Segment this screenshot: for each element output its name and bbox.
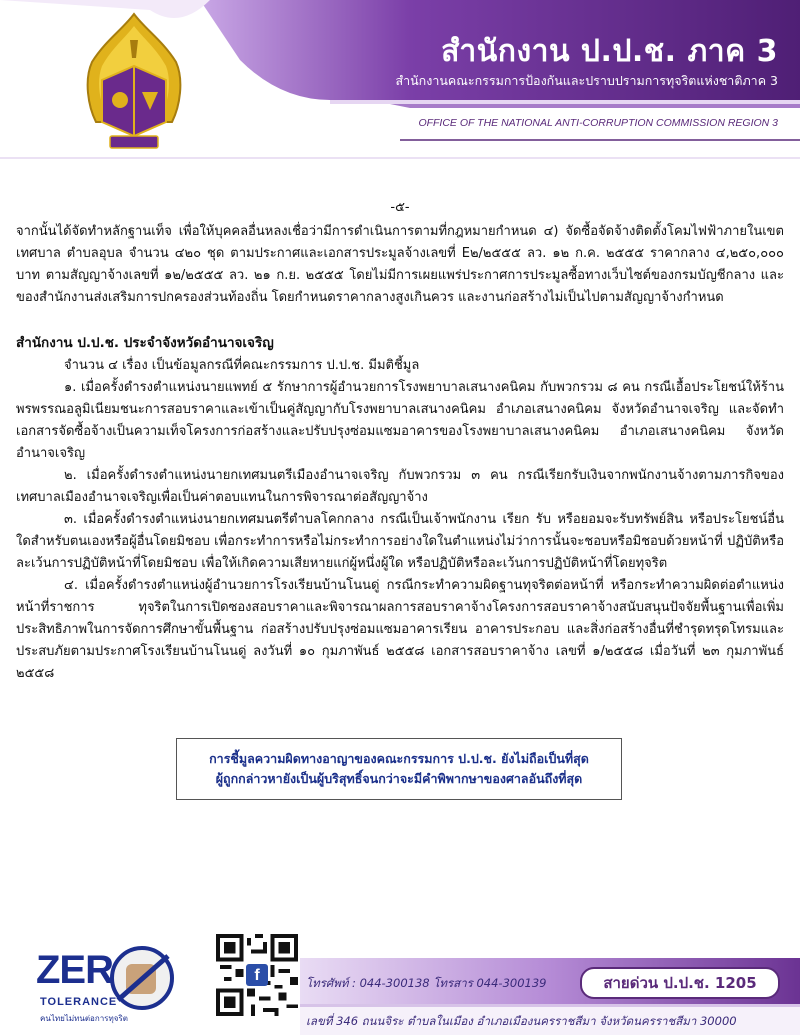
page-header xyxy=(0,0,800,160)
notice-line-2: ผู้ถูกกล่าวหายังเป็นผู้บริสุทธิ์จนกว่าจะมีคำพิพากษาของศาลอันถึงที่สุด xyxy=(215,771,583,786)
case-item-4: ๔. เมื่อครั้งดำรงตำแหน่งผู้อำนวยการโรงเรียนบ้านโนนดู่ กรณีกระทำความผิดฐานทุจริตต่อหน้าที่ หรือกระทำความผิดต่อตำแหน่งหน้าที่ราชการ ทุจริตในการเปิดซองสอบราคาและพิจารณาผลการสอบราคาจ้างโครงการสอบราคาจ้างสนับสนุนปัจจัยพื้นฐานเพื่อเพิ่มประสิทธิภาพในการจัดการศึกษาขั้นพื้นฐาน ก่อสร้างปรับปรุงซ่อมแซมอาคารเรียน อาคารประกอบ และสิ่งก่อสร้างอื่นที่ชำรุดทรุดโทรมและประสบภัยตามประกาศโรงเรียนบ้านโนนดู่ ลงวันที่ ๑๐ กุมภาพันธ์ ๒๕๕๘ เอกสารสอบราคาจ้าง เลขที่ ๑/๒๕๕๘ เมื่อวันที่ ๒๓ กุมภาพันธ์ ๒๕๕๘ xyxy=(16,578,784,681)
intro-paragraph: จากนั้นได้จัดทำหลักฐานเท็จ เพื่อให้บุคคลอื่นหลงเชื่อว่ามีการดำเนินการตามที่กฎหมายกำหนด ๔) จัดซื้อจัดจ้างติดตั้งโคมไฟฟ้าภายในเขตเทศบาล ตำบลอุบล จำนวน ๔๒๐ ชุด ตามประกาศและเอกสารประมูลจ้างเลขที่ E๒/๒๕๕๕ ลว. ๑๒ ก.ค. ๒๕๕๕ ราคากลาง ๔,๒๕๐,๐๐๐ บาท ตามสัญญาจ้างเลขที่ ๑๒/๒๕๕๕ ลว. ๒๑ ก.ย. ๒๕๕๕ โดยไม่มีการเผยแพร่ประกาศการประมูลซื้อทางเว็บไซต์ของกรมบัญชีกลาง และของสำนักงานส่งเสริมการปกครองส่วนท้องถิ่น โดยกำหนดราคากลางสูงเกินควร และงานก่อสร้างไม่เป็นไปตามสัญญาจ้างกำหนด xyxy=(16,224,784,305)
contact-address: เลขที่ 346 ถนนจิระ ตำบลในเมือง อำเภอเมืองนครราชสีมา จังหวัดนครราชสีมา 30000 xyxy=(306,1014,737,1028)
nacc-emblem-icon xyxy=(80,10,188,155)
presumption-notice-box xyxy=(176,738,622,800)
section-title: สำนักงาน ป.ป.ช. ประจำจังหวัดอำนาจเจริญ xyxy=(16,335,274,351)
page-number: -๕- xyxy=(390,200,410,215)
case-item-2: ๒. เมื่อครั้งดำรงตำแหน่งนายกเทศมนตรีเมืองอำนาจเจริญ กับพวกรวม ๓ คน กรณีเรียกรับเงินจากพนักงานจ้างตามภารกิจของเทศบาลเมืองอำนาจเจริญเพื่อเป็นค่าตอบแทนในการพิจารณาต่อสัญญาจ้าง xyxy=(16,468,784,505)
contact-phone: โทรศัพท์ : 044-300138 โทรสาร 044-300139 xyxy=(306,976,547,990)
section-summary: จำนวน ๔ เรื่อง เป็นข้อมูลกรณีที่คณะกรรมการ ป.ป.ช. มีมติชี้มูล xyxy=(64,358,420,373)
office-subtitle: สำนักงานคณะกรรมการป้องกันและปราบปรามการทุจริตแห่งชาติภาค 3 xyxy=(395,73,778,88)
zero-logo-tolerance: TOLERANCE xyxy=(40,996,118,1008)
case-item-1: ๑. เมื่อครั้งดำรงตำแหน่งนายแพทย์ ๕ รักษาการผู้อำนวยการโรงพยาบาลเสนางคนิคม กับพวกรวม ๘ คน กรณีเอื้อประโยชน์ให้ร้านพรพรรณอลูมิเนียมชนะการสอบราคาและเข้าเป็นคู่สัญญากับโรงพยาบาลเสนางคนิคม อำเภอเสนางคนิคม จังหวัดอำนาจเจริญ และจัดทำเอกสารจัดซื้อจ้างเป็นความเท็จโครงการก่อสร้างและปรับปรุงซ่อมแซมอาคารของโรงพยาบาลเสนางคนิคม อำเภอเสนางคนิคม จังหวัดอำนาจเจริญ xyxy=(16,380,784,461)
facebook-icon: f xyxy=(246,964,268,986)
office-title: สำนักงาน ป.ป.ช. ภาค 3 xyxy=(441,34,778,69)
page-footer xyxy=(0,928,800,1035)
zero-logo-tagline: คนไทยไม่ทนต่อการทุจริต xyxy=(40,1014,128,1023)
office-title-english: OFFICE OF THE NATIONAL ANTI-CORRUPTION COMMISSION REGION 3 xyxy=(418,117,778,129)
zero-logo-word: ZER xyxy=(36,948,113,992)
hotline-badge: สายด่วน ป.ป.ช. 1205 xyxy=(580,967,780,999)
document-body xyxy=(16,196,784,685)
case-item-3: ๓. เมื่อครั้งดำรงตำแหน่งนายกเทศมนตรีตำบลโคกกลาง กรณีเป็นเจ้าพนักงาน เรียก รับ หรือยอมจะรับทรัพย์สิน หรือประโยชน์อื่นใดสำหรับตนเองหรือผู้อื่นโดยมิชอบ เพื่อกระทำการหรือไม่กระทำการอย่างใดในตำแหน่งไม่ว่าการนั้นจะชอบหรือมิชอบด้วยหน้าที่ ปฏิบัติหรือละเว้นการปฏิบัติหน้าที่โดยมิชอบ เพื่อให้เกิดความเสียหายแก่ผู้หนึ่งผู้ใด หรือปฏิบัติหรือละเว้นการปฏิบัติหน้าที่โดยทุจริต xyxy=(16,512,784,571)
notice-line-1: การชี้มูลความผิดทางอาญาของคณะกรรมการ ป.ป.ช. ยังไม่ถือเป็นที่สุด xyxy=(209,751,589,766)
